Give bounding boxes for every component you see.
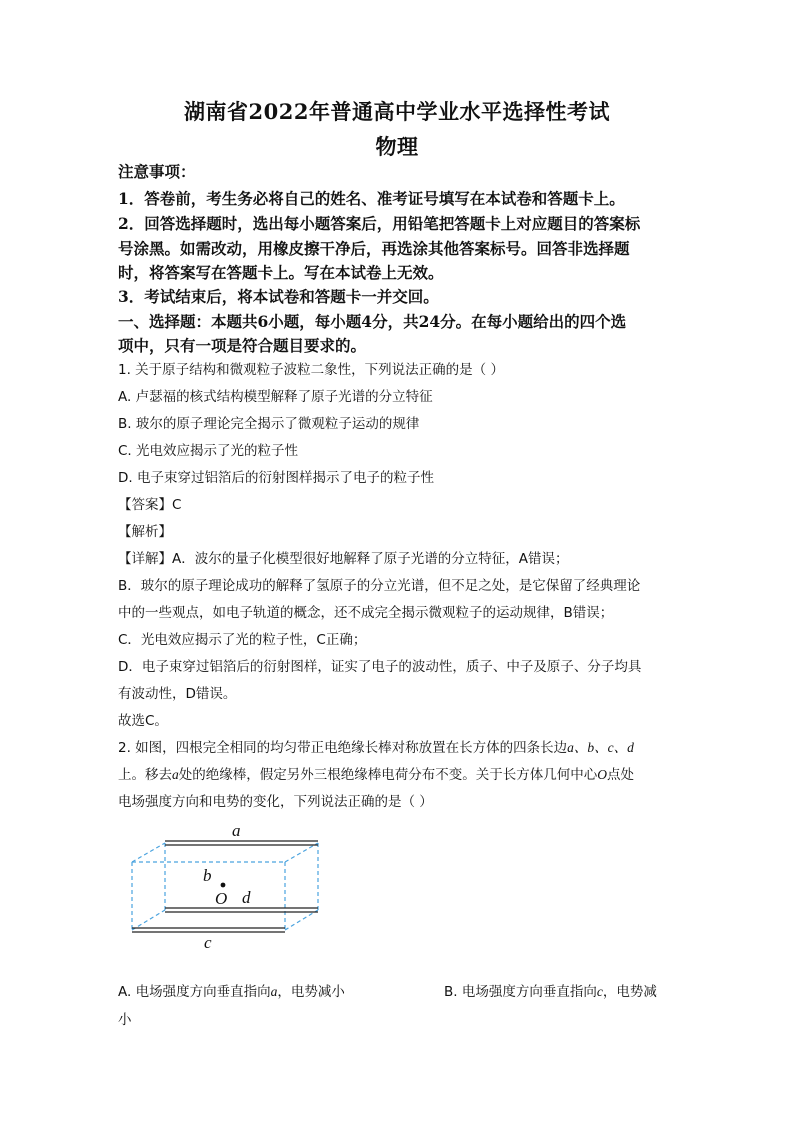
q1-detail-line: B．玻尔的原子理论成功的解释了氢原子的分立光谱，但不足之处，是它保留了经典理论 bbox=[118, 578, 641, 594]
notice-line: 时，将答案写在答题卡上。写在本试卷上无效。 bbox=[118, 263, 444, 282]
notice-heading: 注意事项： bbox=[118, 162, 196, 181]
q2-option-text: ，电势减 bbox=[602, 984, 657, 1000]
q1-option-a: A. 卢瑟福的核式结构模型解释了原子光谱的分立特征 bbox=[118, 389, 433, 405]
q1-option-b: B. 玻尔的原子理论完全揭示了微观粒子运动的规律 bbox=[118, 416, 420, 432]
q1-option-d: D. 电子束穿过铝箔后的衍射图样揭示了电子的粒子性 bbox=[118, 470, 434, 486]
q2-cuboid-figure bbox=[118, 822, 358, 952]
q2-stem-text: 上。移去 bbox=[118, 767, 172, 783]
q2-stem-var: a bbox=[172, 767, 179, 782]
q2-stem-text: 2. 如图，四根完全相同的均匀带正电绝缘长棒对称放置在长方体的四条长边 bbox=[118, 740, 568, 756]
q2-stem-line-1 bbox=[118, 738, 634, 758]
q2-stem-var: O bbox=[597, 767, 607, 782]
q2-option-var: c bbox=[596, 984, 603, 999]
notice-line: 号涂黑。如需改动，用橡皮擦干净后，再选涂其他答案标号。回答非选择题 bbox=[118, 239, 630, 258]
q2-option-var: a bbox=[270, 984, 278, 999]
rods bbox=[132, 841, 318, 932]
q2-stem-line-2 bbox=[118, 765, 634, 785]
q2-option-b bbox=[444, 982, 657, 1002]
label-c: c bbox=[204, 933, 212, 952]
q1-detail-line: 故选C。 bbox=[118, 713, 168, 729]
q2-stem-vars: a、b、c、d bbox=[567, 740, 634, 755]
label-o: O bbox=[215, 889, 228, 908]
q1-detail-line: 有波动性，D错误。 bbox=[118, 686, 237, 702]
q2-option-a bbox=[118, 982, 345, 1002]
notice-line: 3．考试结束后，将本试卷和答题卡一并交回。 bbox=[118, 287, 439, 306]
center-point-o bbox=[221, 883, 226, 888]
q2-stem-text: 处的绝缘棒，假定另外三根绝缘棒电荷分布不变。关于长方体几何中心 bbox=[178, 767, 598, 783]
q2-stem-line-3: 电场强度方向和电势的变化，下列说法正确的是（ ） bbox=[118, 794, 433, 810]
notice-line: 1．答卷前，考生务必将自己的姓名、准考证号填写在本试卷和答题卡上。 bbox=[118, 189, 625, 208]
q1-analysis-label: 【解析】 bbox=[118, 524, 172, 540]
q2-option-text: ，电势减小 bbox=[277, 984, 345, 1000]
q1-detail-line: C．光电效应揭示了光的粒子性，C正确； bbox=[118, 632, 367, 648]
q2-option-b-wrap: 小 bbox=[118, 1012, 132, 1028]
q2-option-text: B. 电场强度方向垂直指向 bbox=[444, 984, 597, 1000]
q1-detail-line: D．电子束穿过铝箔后的衍射图样，证实了电子的波动性，质子、中子及原子、分子均具 bbox=[118, 659, 642, 675]
cuboid-edges bbox=[132, 843, 318, 930]
label-d: d bbox=[242, 888, 251, 907]
q1-detail-line: 【详解】A．波尔的量子化模型很好地解释了原子光谱的分立特征，A错误； bbox=[118, 551, 569, 567]
notice-line: 2．回答选择题时，选出每小题答案后，用铅笔把答题卡上对应题目的答案标 bbox=[118, 214, 641, 233]
exam-title: 湖南省2022年普通高中学业水平选择性考试 bbox=[184, 99, 610, 124]
label-a: a bbox=[232, 822, 241, 840]
q1-option-c: C. 光电效应揭示了光的粒子性 bbox=[118, 443, 299, 459]
exam-subject: 物理 bbox=[375, 134, 419, 159]
q1-stem: 1. 关于原子结构和微观粒子波粒二象性，下列说法正确的是（ ） bbox=[118, 362, 504, 378]
q1-detail-line: 中的一些观点，如电子轨道的概念，还不成完全揭示微观粒子的运动规律，B错误； bbox=[118, 605, 614, 621]
section-heading: 一、选择题：本题共6小题，每小题4分，共24分。在每小题给出的四个选 bbox=[118, 312, 627, 331]
section-heading: 项中，只有一项是符合题目要求的。 bbox=[118, 336, 367, 355]
q2-option-text: A. 电场强度方向垂直指向 bbox=[118, 984, 271, 1000]
q2-stem-text: 点处 bbox=[607, 767, 634, 783]
q1-answer: 【答案】C bbox=[118, 497, 182, 513]
label-b: b bbox=[203, 866, 212, 885]
